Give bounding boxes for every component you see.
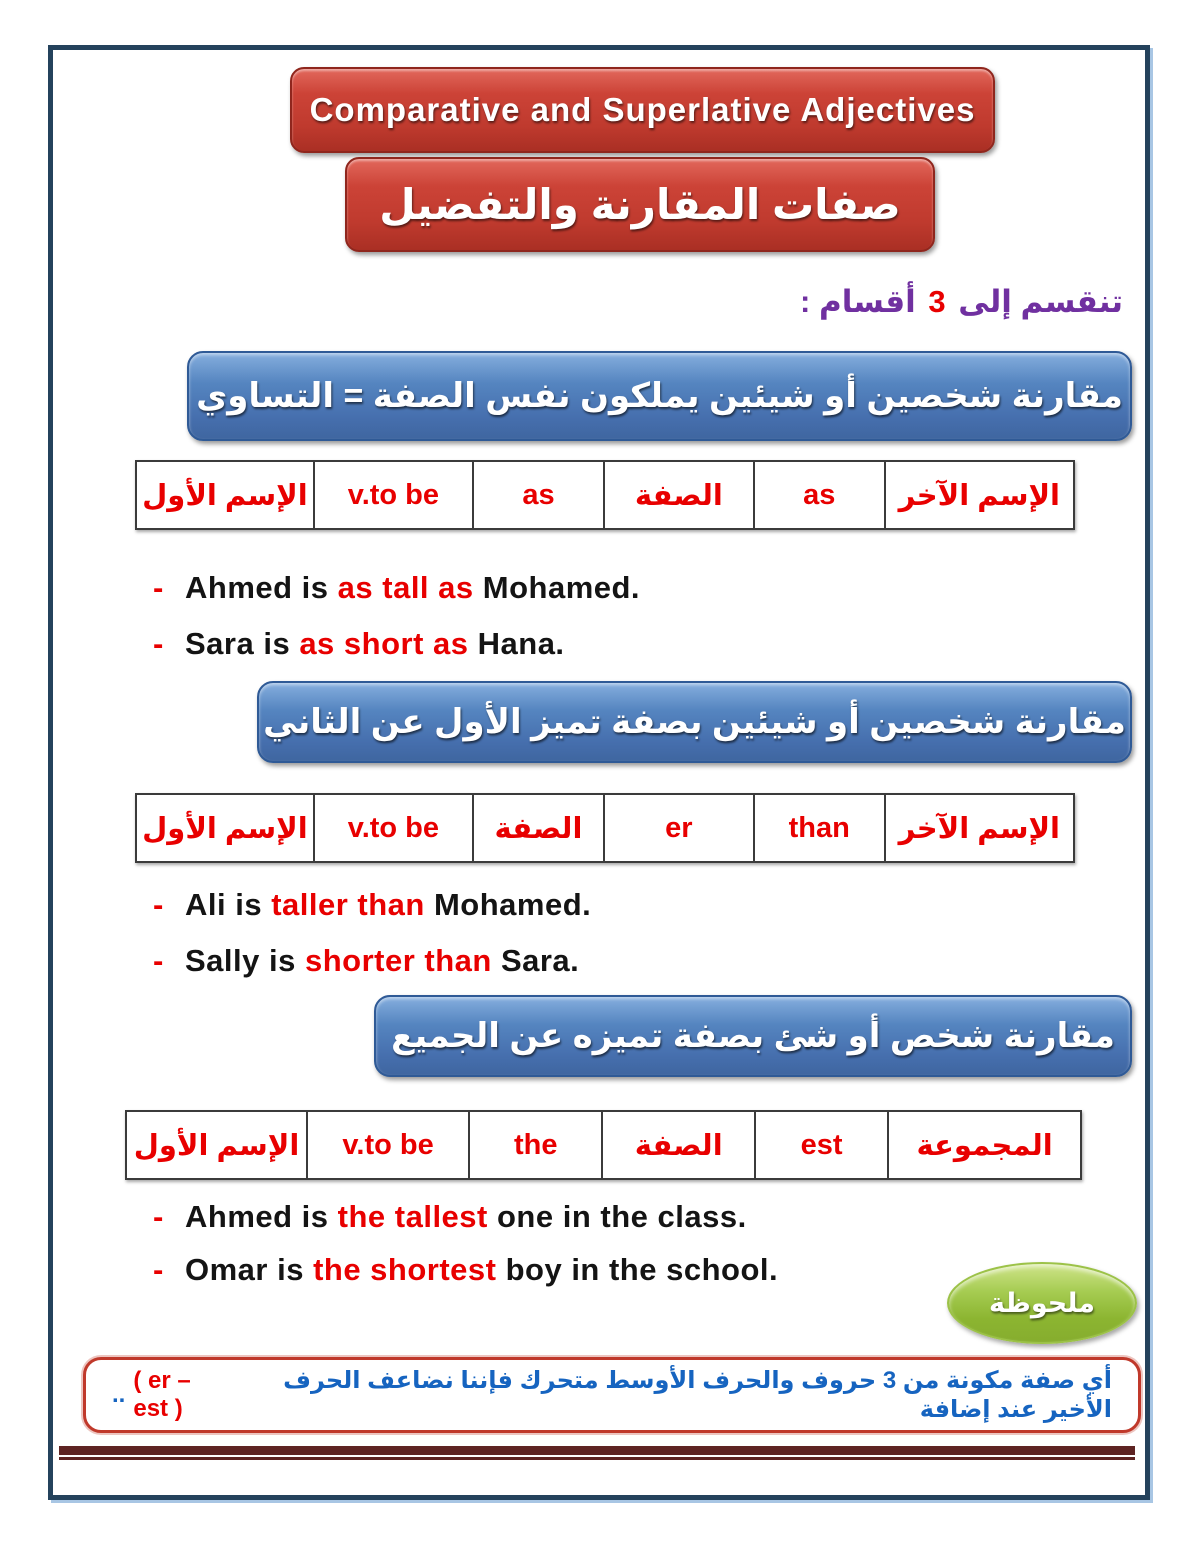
pattern-cell-label: الصفة <box>634 479 723 512</box>
note-box <box>83 1357 1141 1433</box>
pattern-cell-label: the <box>514 1128 558 1161</box>
example-sentence <box>153 883 1145 927</box>
examples-list <box>53 883 1145 983</box>
title-banner-english <box>290 67 995 153</box>
pattern-cell <box>137 795 315 861</box>
example-text: one in the class. <box>487 1199 747 1234</box>
example-text: boy in the school. <box>496 1252 779 1287</box>
pattern-cell <box>137 462 315 528</box>
pattern-cell <box>755 795 886 861</box>
intro-text-post: أقسام : <box>800 284 925 319</box>
pattern-cell <box>474 795 605 861</box>
pattern-table <box>135 793 1075 863</box>
example-highlight: the tallest <box>337 1199 488 1234</box>
example-sentence <box>153 622 1145 666</box>
pattern-cell <box>470 1112 603 1178</box>
example-highlight: taller than <box>271 887 425 922</box>
pattern-cell-label: v.to be <box>342 1128 434 1161</box>
example-sentence <box>153 939 1145 983</box>
example-text: Sally is <box>185 943 305 978</box>
pattern-cell <box>474 462 605 528</box>
example-text: Hana. <box>468 626 565 661</box>
example-highlight: the shortest <box>313 1252 497 1287</box>
pattern-cell <box>315 462 474 528</box>
pattern-cell-label: est <box>800 1128 843 1161</box>
example-bullet-dash: - <box>153 626 164 661</box>
sections-container <box>53 351 1145 1292</box>
pattern-cell-label: v.to be <box>347 811 440 844</box>
pattern-cell-label: er <box>665 811 693 844</box>
section-banner-label: مقارنة شخصين أو شيئين يملكون نفس الصفة = التساوي <box>196 377 1123 415</box>
pattern-cell <box>886 462 1073 528</box>
pattern-cell-label: الإسم الآخر <box>898 812 1060 845</box>
pattern-cell-label: as <box>803 478 836 511</box>
example-bullet-dash: - <box>153 943 164 978</box>
pattern-cell-label: الإسم الآخر <box>898 479 1060 512</box>
example-text: Ahmed is <box>185 1199 338 1234</box>
document-page <box>48 45 1150 1500</box>
example-text: Sara is <box>185 626 300 661</box>
section-1 <box>53 351 1145 666</box>
example-bullet-dash: - <box>153 1199 164 1234</box>
pattern-cell-label: as <box>522 478 555 511</box>
pattern-cell-label: الإسم الأول <box>142 479 308 512</box>
page-title-english: Comparative and Superlative Adjectives <box>309 91 976 128</box>
example-text: Omar is <box>185 1252 314 1287</box>
example-bullet-dash: - <box>153 887 164 922</box>
pattern-cell <box>308 1112 470 1178</box>
example-bullet-dash: - <box>153 570 164 605</box>
note-text: أي صفة مكونة من 3 حروف والحرف الأوسط متحرك فإننا نضاعف الحرف الأخير عند إضافة <box>283 1367 1112 1423</box>
intro-line <box>53 280 1145 324</box>
example-bullet-dash: - <box>153 1252 164 1287</box>
example-sentence <box>153 566 1145 610</box>
section-banner-label: مقارنة شخصين أو شيئين بصفة تميز الأول عن الثاني <box>263 703 1126 741</box>
example-text: Ahmed is <box>185 570 338 605</box>
bottom-divider <box>59 1446 1135 1460</box>
section-3 <box>53 995 1145 1292</box>
intro-number: 3 <box>928 284 946 319</box>
note-badge-label: ملحوظة <box>989 1287 1095 1318</box>
pattern-cell <box>605 795 755 861</box>
pattern-cell-label: الإسم الأول <box>142 812 308 845</box>
section-banner-label: مقارنة شخص أو شئ بصفة تميزه عن الجميع <box>391 1017 1115 1055</box>
pattern-cell <box>889 1112 1080 1178</box>
section-banner <box>257 681 1132 763</box>
examples-list <box>53 566 1145 666</box>
pattern-cell-label: الصفة <box>634 1129 723 1162</box>
pattern-cell-label: الإسم الأول <box>133 1129 300 1162</box>
example-highlight: shorter than <box>304 943 492 978</box>
pattern-cell <box>605 462 755 528</box>
example-text: Sara. <box>491 943 580 978</box>
example-text: Mohamed. <box>473 570 641 605</box>
pattern-cell <box>127 1112 308 1178</box>
section-banner <box>374 995 1132 1077</box>
pattern-cell <box>886 795 1073 861</box>
example-text: Mohamed. <box>424 887 592 922</box>
note-highlight-er-est: ( er – est ) <box>133 1367 191 1422</box>
example-sentence <box>153 1195 1145 1239</box>
section-2 <box>53 681 1145 983</box>
page-title-arabic: صفات المقارنة والتفضيل <box>379 181 901 228</box>
pattern-cell-label: المجموعة <box>916 1129 1053 1162</box>
example-highlight: as tall as <box>337 570 474 605</box>
pattern-cell <box>755 462 886 528</box>
pattern-cell <box>756 1112 889 1178</box>
pattern-cell <box>315 795 474 861</box>
pattern-cell-label: v.to be <box>347 478 440 511</box>
pattern-cell <box>603 1112 755 1178</box>
example-highlight: as short as <box>299 626 469 661</box>
intro-text-pre: تنقسم إلى <box>949 284 1123 319</box>
pattern-table <box>125 1110 1082 1180</box>
pattern-cell-label: الصفة <box>494 812 583 845</box>
note-suffix: .. <box>112 1381 126 1408</box>
pattern-cell-label: than <box>788 811 850 844</box>
example-text: Ali is <box>185 887 272 922</box>
title-banner-arabic <box>345 157 935 252</box>
note-badge <box>947 1262 1137 1344</box>
pattern-table <box>135 460 1075 530</box>
section-banner <box>187 351 1132 441</box>
